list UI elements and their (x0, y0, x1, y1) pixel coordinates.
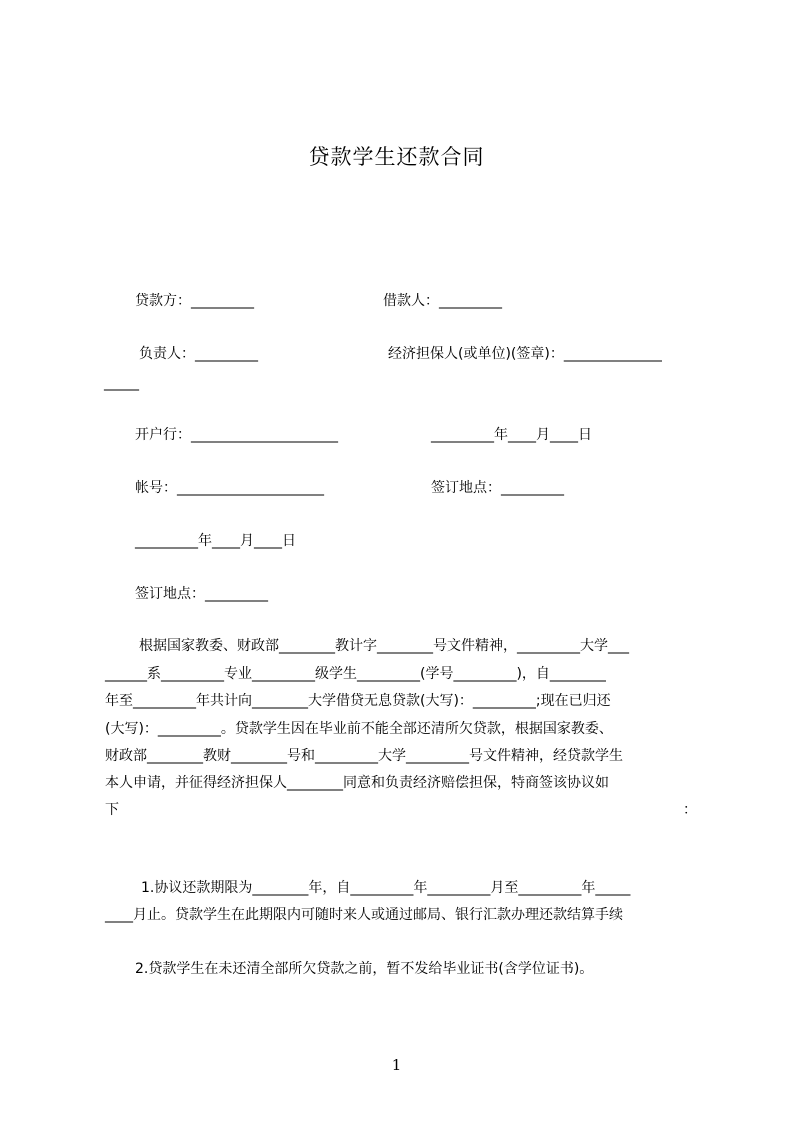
lender-field: 贷款方：_________ (135, 293, 254, 309)
preamble-line: 本人申请，并征得经济担保人________同意和负责经济赔偿担保，特商签该协议如 (105, 775, 609, 791)
sign-place-field-2: 签订地点：_________ (135, 586, 268, 602)
preamble-line: 财政部________教财________号和_________大学_________号文件精神，经贷款学生 (105, 748, 623, 764)
clause-line: ____月止。贷款学生在此期限内可随时来人或通过邮局、银行汇款办理还款结算手续 (105, 907, 623, 923)
date-field-2: _________年____月____日 (135, 533, 296, 549)
sign-place-field-1: 签订地点：_________ (431, 480, 564, 496)
preamble-line: (大写)：_________。贷款学生因在毕业前不能全部还清所欠贷款，根据国家教委、 (105, 721, 613, 737)
clause-line: 2.贷款学生在未还清全部所欠贷款之前，暂不发给毕业证书(含学位证书)。 (135, 961, 594, 977)
account-field: 帐号：_____________________ (135, 480, 324, 496)
guarantor-field-continuation: _____ (104, 375, 139, 391)
guarantor-field: 经济担保人(或单位)(签章)：______________ (388, 346, 662, 362)
borrower-field: 借款人：_________ (383, 293, 502, 309)
clause-line: 1.协议还款期限为________年，自_________年_________月至_________年_____ (141, 880, 631, 896)
document-title: 贷款学生还款合同 (308, 145, 485, 169)
preamble-line: 下 (105, 802, 119, 818)
person-in-charge-field: 负责人：_________ (139, 346, 258, 362)
preamble-line: 根据国家教委、财政部________教计字________号文件精神，_________大学___ (139, 638, 629, 654)
page-number: 1 (391, 1056, 402, 1074)
date-field-1: _________年____月____日 (431, 427, 592, 443)
preamble-line: 年至_________年共计向________大学借贷无息贷款(大写)：_________;现在已归还 (105, 693, 611, 709)
bank-field: 开户行：_____________________ (135, 427, 338, 443)
preamble-line: ______系_________专业_________级学生_________(学号_________)，自________ (105, 666, 606, 682)
preamble-colon: ： (683, 802, 697, 818)
